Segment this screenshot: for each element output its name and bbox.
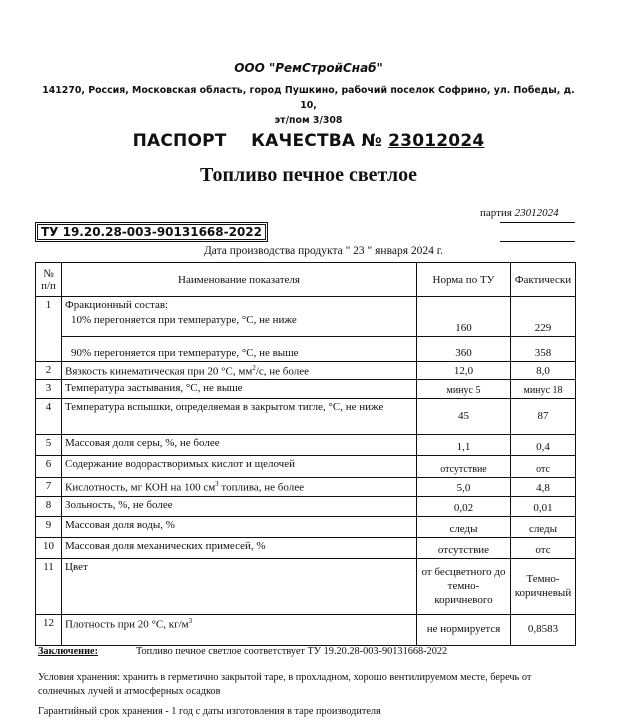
product-name: Топливо печное светлое xyxy=(200,164,417,186)
row-name: Плотность при 20 °С, $кг/м^3$ xyxy=(62,615,417,646)
row-name: 90% перегоняется при температуре, °С, не выше xyxy=(62,337,417,362)
table-row xyxy=(36,399,576,435)
row-actual: 358 xyxy=(511,337,576,362)
row-actual: отс xyxy=(511,538,576,559)
address-line-2: эт/пом 3/308 xyxy=(274,115,343,126)
row-actual: 4,8 xyxy=(511,478,576,497)
row-norm: 45 xyxy=(417,399,511,435)
batch-underline xyxy=(500,222,575,223)
row-number: 8 xyxy=(36,497,62,517)
passport-title xyxy=(0,131,617,151)
row-norm: следы xyxy=(417,517,511,538)
row-norm: 12,0 xyxy=(417,362,511,380)
row-name: Зольность, %, не более xyxy=(62,497,417,517)
row-name: Температура застывания, °С, не выше xyxy=(62,380,417,399)
row-name: Содержание водорастворимых кислот и щелочей xyxy=(62,456,417,478)
row-name: Вязкость кинематическая при 20 °С, $мм^2/с$, не более xyxy=(62,362,417,380)
row-number: 9 xyxy=(36,517,62,538)
tu-standard-box: ТУ 19.20.28-003-90131668-2022 xyxy=(35,222,268,242)
header-indicator-name: Наименование показателя xyxy=(62,263,417,297)
header-actual: Фактически xyxy=(511,263,576,297)
row-name: Массовая доля серы, %, не более xyxy=(62,435,417,456)
row-name: Температура вспышки, определяемая в закрытом тигле, °С, не ниже xyxy=(62,399,417,435)
row-name: Кислотность, мг КОН на 100 $см^3$ топлива, не более xyxy=(62,478,417,497)
quality-table xyxy=(35,262,576,646)
conclusion xyxy=(38,646,447,657)
batch-value: 23012024 xyxy=(514,207,559,219)
row-actual: 0,8583 xyxy=(511,615,576,646)
row-actual: 87 xyxy=(511,399,576,435)
row-number: 2 xyxy=(36,362,62,380)
table-row xyxy=(36,337,576,362)
row-norm: от бесцветного до темно-коричневого xyxy=(417,559,511,615)
row-name: Массовая доля воды, % xyxy=(62,517,417,538)
table-row xyxy=(36,435,576,456)
row-actual: Темно-коричневый xyxy=(511,559,576,615)
row-actual: 0,4 xyxy=(511,435,576,456)
row-name: Цвет xyxy=(62,559,417,615)
header-number: № п/п xyxy=(36,263,62,297)
address-line-1: 141270, Россия, Московская область, город Пушкино, рабочий поселок Софрино, ул. Победы, д. 10, xyxy=(42,85,575,111)
row-norm: минус 5 xyxy=(417,380,511,399)
row-norm: 360 xyxy=(417,337,511,362)
row-norm: отсутствие xyxy=(417,538,511,559)
table-row xyxy=(36,497,576,517)
passport-number: 23012024 xyxy=(388,131,485,151)
row-name: Массовая доля механических примесей, % xyxy=(62,538,417,559)
row-actual: следы xyxy=(511,517,576,538)
row-number: 6 xyxy=(36,456,62,478)
company-address xyxy=(40,83,577,128)
row-number: 3 xyxy=(36,380,62,399)
row-number: 4 xyxy=(36,399,62,435)
table-row xyxy=(36,615,576,646)
table-row xyxy=(36,456,576,478)
row-norm: 5,0 xyxy=(417,478,511,497)
row-norm: не нормируется xyxy=(417,615,511,646)
row-actual: отс xyxy=(511,456,576,478)
row-number: 1 xyxy=(36,297,62,362)
table-row xyxy=(36,517,576,538)
table-row xyxy=(36,538,576,559)
row-actual: 0,01 xyxy=(511,497,576,517)
row-norm: 0,02 xyxy=(417,497,511,517)
signature-line xyxy=(500,241,575,242)
header-norm: Норма по ТУ xyxy=(417,263,511,297)
row-name: Фракционный состав: 10% перегоняется при температуре, °С, не ниже xyxy=(62,297,417,337)
table-header-row xyxy=(36,263,576,297)
row-norm: отсутствие xyxy=(417,456,511,478)
table-row xyxy=(36,380,576,399)
company-name: ООО "РемСтройСнаб" xyxy=(234,61,383,75)
row-number: 12 xyxy=(36,615,62,646)
conclusion-text: Топливо печное светлое соответствует ТУ 19.20.28-003-90131668-2022 xyxy=(136,646,448,657)
table-row xyxy=(36,559,576,615)
storage-conditions: Условия хранения: хранить в герметично закрытой таре, в прохладном, хорошо вентилируемом месте, беречь от солнечных лучей и атмосферных осадков xyxy=(38,672,532,697)
row-actual: 8,0 xyxy=(511,362,576,380)
table-row xyxy=(36,362,576,380)
table-row xyxy=(36,478,576,497)
warranty-period: Гарантийный срок хранения - 1 год с даты изготовления в таре производителя xyxy=(38,706,381,717)
conclusion-label: Заключение: xyxy=(38,646,99,657)
production-date: Дата производства продукта " 23 " января 2024 г. xyxy=(203,245,444,257)
row-number: 7 xyxy=(36,478,62,497)
row-norm: 1,1 xyxy=(417,435,511,456)
row-actual: минус 18 xyxy=(511,380,576,399)
row-actual: 229 xyxy=(511,297,576,337)
row-number: 5 xyxy=(36,435,62,456)
row-norm: 160 xyxy=(417,297,511,337)
table-row xyxy=(36,297,576,337)
batch-number xyxy=(480,207,559,219)
passport-title-prefix: ПАСПОРТ КАЧЕСТВА № xyxy=(132,131,389,151)
row-number: 10 xyxy=(36,538,62,559)
batch-label: партия xyxy=(480,207,515,219)
row-number: 11 xyxy=(36,559,62,615)
